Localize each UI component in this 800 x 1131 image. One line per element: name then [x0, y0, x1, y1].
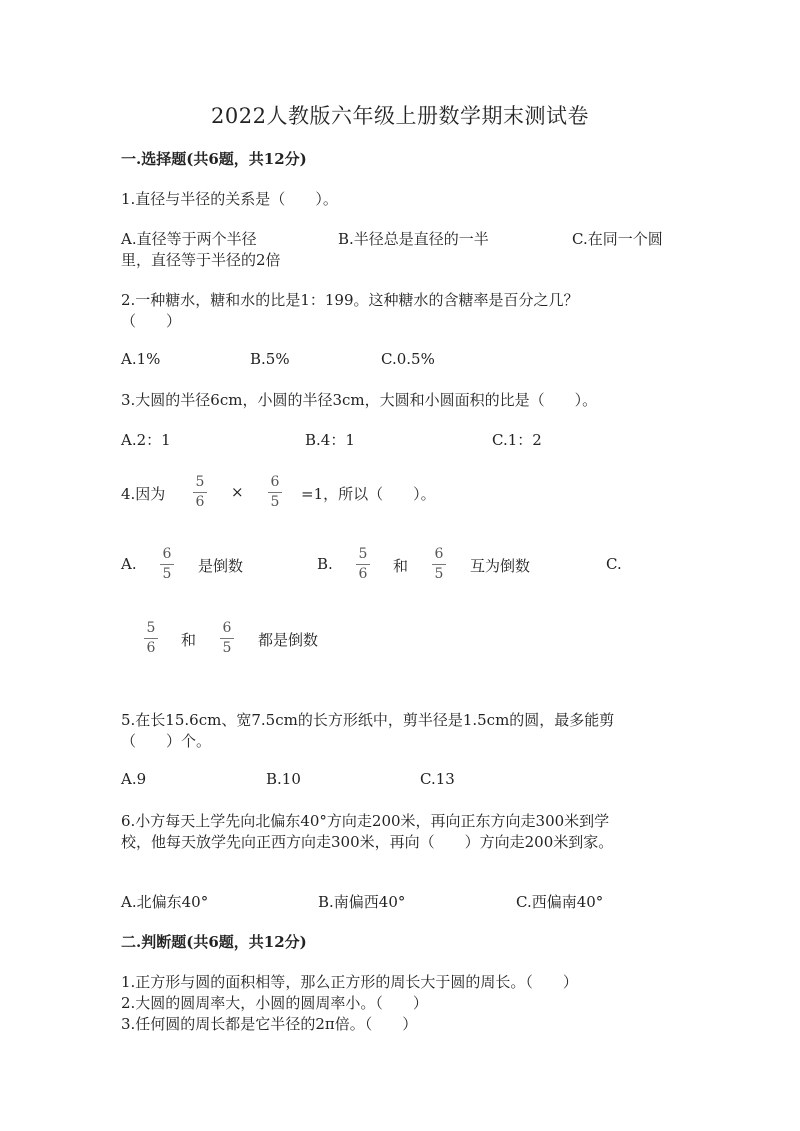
fraction-bar	[268, 492, 282, 493]
fraction-denominator: 5	[270, 494, 280, 510]
question-4-option-a-label: A.	[121, 555, 137, 573]
judgment-item-2: 2.大圆的圆周率大，小圆的圆周率小。（ ）	[121, 994, 428, 1012]
fraction-bar	[220, 638, 234, 639]
fraction-bar	[144, 638, 158, 639]
question-2-stem-continued: （ ）	[121, 312, 182, 330]
fraction-bar	[193, 492, 207, 493]
judgment-item-3: 3.任何圆的周长都是它半径的2π倍。（ ）	[121, 1015, 418, 1033]
question-4-option-c-text: 都是倒数	[258, 631, 319, 649]
question-2-option-b: B.5%	[250, 350, 290, 368]
fraction-numerator: 6	[270, 474, 280, 490]
question-3-option-b: B.4：1	[305, 431, 355, 449]
question-5-stem-continued: （ ）个。	[121, 732, 212, 750]
fraction-numerator: 5	[195, 474, 205, 490]
question-4-option-b-text: 互为倒数	[470, 557, 531, 575]
fraction-numerator: 5	[358, 546, 368, 562]
question-2-stem: 2.一种糖水，糖和水的比是1：199。这种糖水的含糖率是百分之几？	[121, 291, 579, 309]
question-4-option-b-and: 和	[393, 557, 409, 575]
fraction-denominator: 5	[434, 566, 444, 582]
question-4-option-c-fraction-1	[142, 621, 160, 656]
question-4-fraction-1	[191, 475, 209, 510]
question-4-option-c-label: C.	[606, 555, 622, 573]
question-5-option-b: B.10	[266, 770, 301, 788]
question-5-stem: 5.在长15.6cm、宽7.5cm的长方形纸中，剪半径是1.5cm的圆，最多能剪	[121, 711, 615, 729]
fraction-denominator: 6	[146, 640, 156, 656]
question-4-option-b-label: B.	[317, 555, 333, 573]
question-5-option-a: A.9	[121, 770, 147, 788]
page-title: 2022人教版六年级上册数学期末测试卷	[211, 104, 589, 128]
question-4-prefix: 4.因为	[121, 485, 166, 503]
judgment-item-1: 1.正方形与圆的面积相等，那么正方形的周长大于圆的周长。（ ）	[121, 973, 578, 991]
question-1-option-c-continued: 里，直径等于半径的2倍	[121, 251, 281, 269]
fraction-bar	[432, 564, 446, 565]
fraction-denominator: 5	[162, 566, 172, 582]
fraction-denominator: 6	[358, 566, 368, 582]
question-2-option-a: A.1%	[121, 350, 161, 368]
question-6-stem-continued: 校，他每天放学先向正西方向走300米，再向（ ）方向走200米到家。	[121, 833, 614, 851]
question-4-option-a-fraction	[158, 547, 176, 582]
question-2-option-c: C.0.5%	[381, 350, 435, 368]
question-3-option-a: A.2：1	[121, 431, 171, 449]
section-heading-choice: 一.选择题(共6题，共12分)	[121, 150, 307, 168]
question-5-option-c: C.13	[420, 770, 455, 788]
question-1-stem: 1.直径与半径的关系是（ ）。	[121, 190, 338, 208]
fraction-numerator: 6	[434, 546, 444, 562]
question-4-option-a-text: 是倒数	[198, 557, 244, 575]
question-4-option-b-fraction-2	[430, 547, 448, 582]
question-4-option-c-fraction-2	[218, 621, 236, 656]
question-6-option-c: C.西偏南40°	[516, 893, 604, 911]
fraction-bar	[160, 564, 174, 565]
question-4-option-b-fraction-1	[354, 547, 372, 582]
question-3-stem: 3.大圆的半径6cm，小圆的半径3cm，大圆和小圆面积的比是（ ）。	[121, 391, 598, 409]
fraction-bar	[356, 564, 370, 565]
question-4-fraction-2	[266, 475, 284, 510]
question-4-option-c-and: 和	[181, 631, 197, 649]
question-6-option-b: B.南偏西40°	[318, 893, 406, 911]
question-6-option-a: A.北偏东40°	[121, 893, 209, 911]
question-1-option-b: B.半径总是直径的一半	[338, 230, 489, 248]
question-1-option-a: A.直径等于两个半径	[121, 230, 257, 248]
question-4-suffix: =1，所以（ ）。	[301, 485, 436, 503]
fraction-denominator: 6	[195, 494, 205, 510]
fraction-numerator: 6	[222, 620, 232, 636]
question-3-option-c: C.1：2	[492, 431, 542, 449]
question-6-stem: 6.小方每天上学先向北偏东40°方向走200米，再向正东方向走300米到学	[121, 812, 610, 830]
fraction-denominator: 5	[222, 640, 232, 656]
question-1-option-c: C.在同一个圆	[572, 230, 663, 248]
fraction-numerator: 5	[146, 620, 156, 636]
fraction-numerator: 6	[162, 546, 172, 562]
times-sign: ×	[231, 483, 244, 501]
section-heading-judgment: 二.判断题(共6题，共12分)	[121, 933, 307, 951]
